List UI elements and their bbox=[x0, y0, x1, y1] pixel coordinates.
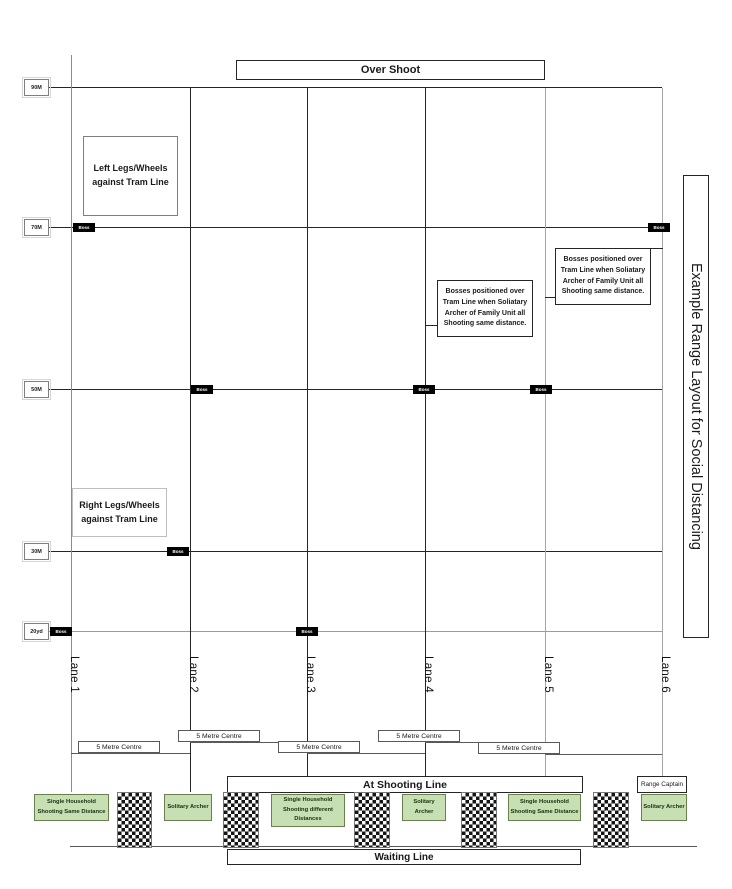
waiting-line-label: Waiting Line bbox=[227, 849, 581, 865]
boss-marker: Boss bbox=[167, 547, 189, 556]
spacing-checker-box bbox=[593, 792, 629, 848]
five-metre-centre-label: 5 Metre Centre bbox=[378, 730, 460, 742]
spacing-checker-box bbox=[117, 792, 152, 848]
five-metre-centre-label: 5 Metre Centre bbox=[478, 742, 560, 754]
boss-marker: Boss bbox=[73, 223, 95, 232]
archer-position-box: Solitary Archer bbox=[164, 794, 212, 821]
archer-position-box: Single Household Shooting Same Distance bbox=[34, 794, 109, 821]
boss-marker: Boss bbox=[413, 385, 435, 394]
distance-marker-label: 70M bbox=[24, 219, 49, 236]
bosses-note-left: Bosses positioned over Tram Line when Soliatary Archer of Family Unit all Shooting same distance. bbox=[437, 280, 533, 337]
bosses-note-right: Bosses positioned over Tram Line when Soliatary Archer of Family Unit all Shooting same distance. bbox=[555, 248, 651, 305]
five-metre-centre-label: 5 Metre Centre bbox=[278, 741, 360, 753]
centre-bracket-line bbox=[71, 753, 190, 754]
distance-marker-label: 20yd bbox=[24, 623, 49, 640]
spacing-checker-box bbox=[354, 792, 390, 848]
left-legs-callout: Left Legs/Wheels against Tram Line bbox=[83, 136, 178, 216]
distance-marker-label: 90M bbox=[24, 79, 49, 96]
boss-marker: Boss bbox=[530, 385, 552, 394]
archer-position-box: Single Household Shooting Same Distance bbox=[508, 794, 581, 821]
lane-label: Lane 6 bbox=[659, 656, 671, 693]
boss-marker: Boss bbox=[50, 627, 72, 636]
range-line bbox=[425, 325, 437, 326]
boss-marker: Boss bbox=[296, 627, 318, 636]
range-line bbox=[48, 551, 662, 552]
centre-bracket-line bbox=[307, 753, 425, 754]
lane-label: Lane 3 bbox=[304, 656, 316, 693]
distance-marker-label: 30M bbox=[24, 543, 49, 560]
centre-bracket-line bbox=[545, 754, 662, 755]
spacing-checker-box bbox=[223, 792, 259, 848]
range-line bbox=[48, 87, 662, 88]
lane-label: Lane 2 bbox=[187, 656, 199, 693]
boss-marker: Boss bbox=[648, 223, 670, 232]
range-line bbox=[545, 297, 555, 298]
five-metre-centre-label: 5 Metre Centre bbox=[78, 741, 160, 753]
boss-marker: Boss bbox=[191, 385, 213, 394]
shooting-line-label: At Shooting Line bbox=[227, 776, 583, 793]
archer-position-box: Single Household Shooting different Distances bbox=[271, 794, 345, 827]
lane-label: Lane 1 bbox=[68, 656, 80, 693]
spacing-checker-box bbox=[461, 792, 497, 848]
diagram-title: Example Range Layout for Social Distancing bbox=[683, 175, 709, 638]
range-line bbox=[650, 248, 663, 249]
right-legs-callout: Right Legs/Wheels against Tram Line bbox=[72, 488, 167, 537]
range-line bbox=[48, 631, 662, 632]
distance-marker-label: 50M bbox=[24, 381, 49, 398]
range-line bbox=[48, 389, 662, 390]
range-captain-label: Range Captain bbox=[637, 776, 687, 793]
archer-position-box: Solitary Archer bbox=[641, 794, 687, 821]
range-line bbox=[48, 227, 662, 228]
overshoot-zone-label: Over Shoot bbox=[236, 60, 545, 80]
lane-label: Lane 5 bbox=[542, 656, 554, 693]
lane-label: Lane 4 bbox=[422, 656, 434, 693]
archer-position-box: Solitary Archer bbox=[402, 794, 446, 821]
five-metre-centre-label: 5 Metre Centre bbox=[178, 730, 260, 742]
